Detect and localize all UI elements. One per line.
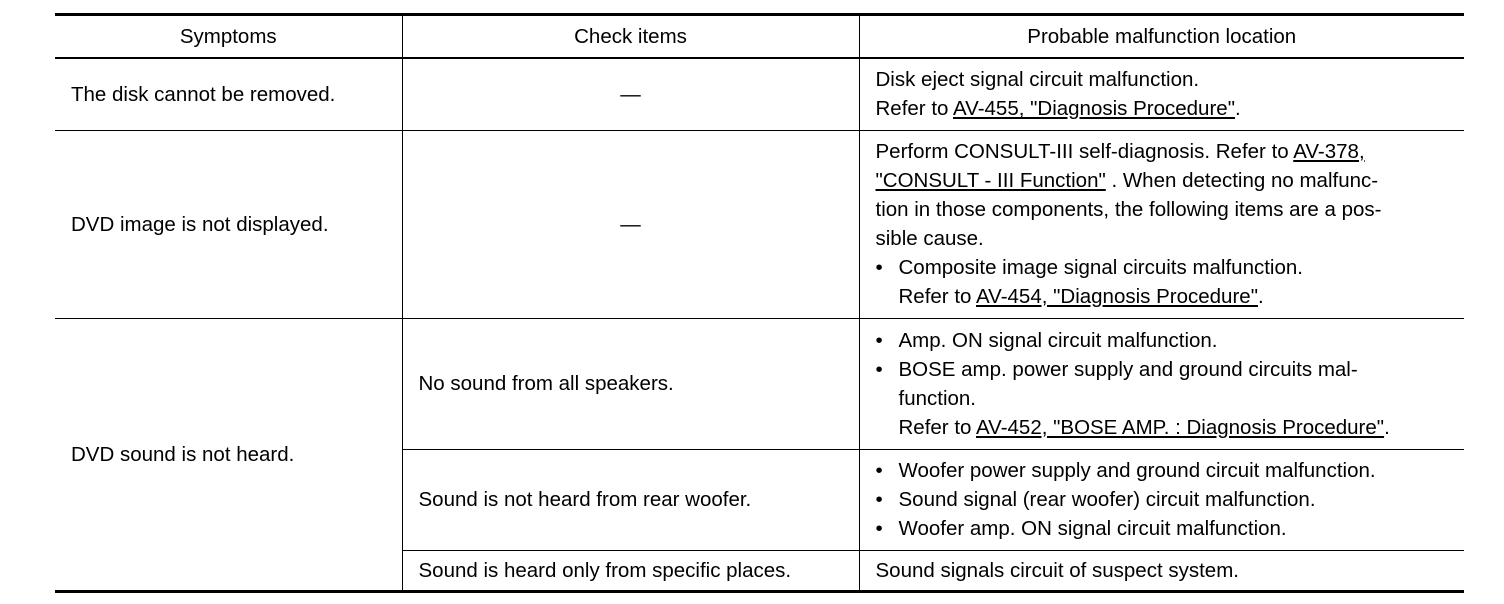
- location-text: sible cause.: [875, 227, 984, 250]
- location-refer: Refer to AV-455, "Diagnosis Procedure".: [875, 97, 1241, 121]
- location-cell: [859, 130, 1464, 318]
- bullet-icon: •: [875, 357, 883, 381]
- reference-link[interactable]: AV-454, "Diagnosis Procedure": [976, 285, 1258, 308]
- bullet-item: • BOSE amp. power supply and ground circuits mal-: [876, 355, 1461, 384]
- header-row: [55, 16, 1464, 58]
- bullet-item: • Woofer power supply and ground circuit malfunction.: [876, 456, 1461, 485]
- reference-link[interactable]: "CONSULT - III Function": [875, 169, 1106, 192]
- reference-link[interactable]: AV-452, "BOSE AMP. : Diagnosis Procedure": [976, 415, 1385, 439]
- reference-link[interactable]: AV-455, "Diagnosis Procedure": [953, 97, 1235, 121]
- bullet-icon: •: [875, 328, 883, 352]
- location-text: Disk eject signal circuit malfunction.: [875, 68, 1200, 92]
- reference-link[interactable]: AV-378,: [1293, 140, 1365, 163]
- check-cell: —: [402, 58, 859, 130]
- location-cell: Sound signals circuit of suspect system.: [859, 550, 1464, 591]
- symptom-cell: DVD sound is not heard.: [55, 318, 402, 591]
- header-location: Probable malfunction location: [859, 16, 1464, 58]
- location-text: "CONSULT - III Function" . When detecting no malfunc-: [875, 169, 1379, 192]
- bullet-item: • Composite image signal circuits malfunction.: [876, 253, 1461, 282]
- location-refer: Refer to AV-452, "BOSE AMP. : Diagnosis Procedure".: [898, 415, 1390, 439]
- check-cell: —: [402, 130, 859, 318]
- bullet-item: • Sound signal (rear woofer) circuit malfunction.: [876, 485, 1461, 514]
- bullet-icon: •: [875, 459, 883, 482]
- location-text: function.: [898, 386, 976, 410]
- header-check-items: Check items: [402, 16, 859, 58]
- location-cell: [859, 449, 1464, 550]
- table-row: [55, 318, 1464, 449]
- check-cell: Sound is not heard from rear woofer.: [402, 449, 859, 550]
- bullet-item: • Woofer amp. ON signal circuit malfunction.: [876, 514, 1461, 543]
- bullet-icon: •: [875, 517, 883, 540]
- check-cell: No sound from all speakers.: [402, 318, 859, 449]
- diagnosis-table: [55, 16, 1464, 592]
- location-refer: Refer to AV-454, "Diagnosis Procedure".: [898, 285, 1264, 308]
- diagnosis-table-container: [55, 13, 1464, 593]
- location-text: tion in those components, the following items are a pos-: [875, 198, 1382, 221]
- symptom-cell: DVD image is not displayed.: [55, 130, 402, 318]
- bullet-item: • Amp. ON signal circuit malfunction.: [876, 326, 1461, 355]
- table-row: [55, 58, 1464, 130]
- location-cell: [859, 318, 1464, 449]
- bullet-icon: •: [875, 256, 883, 279]
- symptom-cell: The disk cannot be removed.: [55, 58, 402, 130]
- header-symptoms: Symptoms: [55, 16, 402, 58]
- bullet-icon: •: [875, 488, 883, 511]
- location-text: Perform CONSULT-III self-diagnosis. Refer to AV-378,: [875, 140, 1365, 163]
- check-cell: Sound is heard only from specific places.: [402, 550, 859, 591]
- table-row: [55, 130, 1464, 318]
- location-cell: [859, 58, 1464, 130]
